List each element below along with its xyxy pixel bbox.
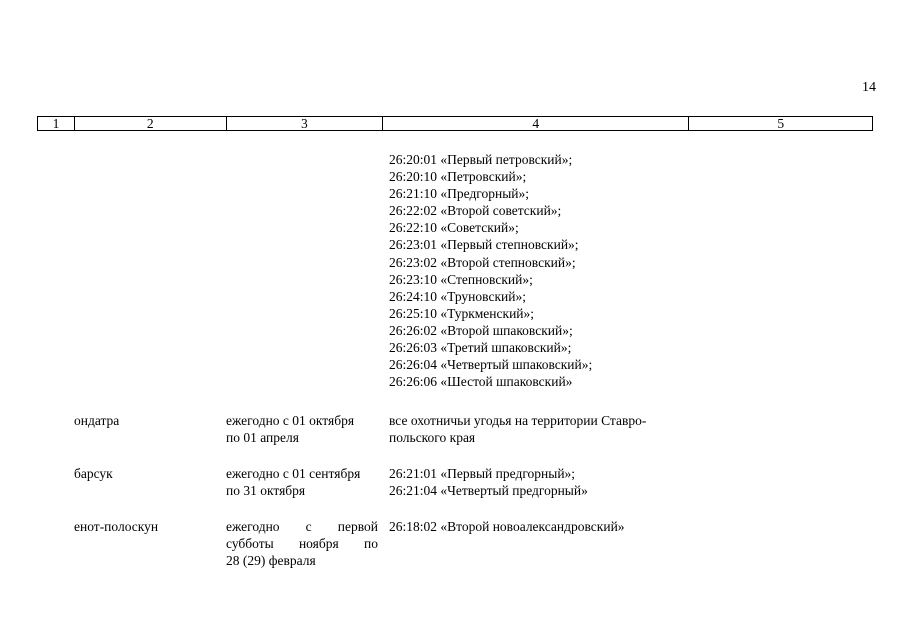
area-line: польского края — [389, 430, 476, 445]
hunting-areas — [389, 412, 689, 446]
hunting-areas — [389, 518, 689, 535]
territory-item: 26:20:01 «Первый петровский»; — [389, 152, 573, 167]
territory-item: 26:26:02 «Второй шпаковский»; — [389, 322, 573, 338]
territory-item: 26:24:10 «Труновский»; — [389, 288, 526, 304]
period-line: ежегодно с 01 сентября — [226, 466, 361, 481]
page-number: 14 — [862, 80, 876, 95]
period-line: ежегодно с 01 октября — [226, 413, 355, 428]
territory-item: 26:23:01 «Первый степновский»; — [389, 237, 579, 253]
hunting-period — [226, 518, 378, 569]
period-word: по — [364, 536, 378, 551]
hunting-period — [226, 465, 378, 499]
territory-item: 26:26:06 «Шестой шпаковский» — [389, 374, 573, 390]
animal-name: ондатра — [74, 413, 120, 428]
period-word: ноября — [298, 536, 339, 551]
territory-item: 26:21:10 «Предгорный»; — [389, 186, 530, 202]
period-line: 28 (29) февраля — [226, 553, 316, 568]
table-header-row — [37, 116, 873, 131]
area-line: 26:21:01 «Первый предгорный»; — [389, 466, 576, 481]
territory-item: 26:26:04 «Четвертый шпаковский»; — [389, 357, 593, 373]
territory-item: 26:20:10 «Петровский»; — [389, 169, 527, 185]
territory-item: 26:26:03 «Третий шпаковский»; — [389, 340, 572, 356]
hunting-areas — [389, 465, 689, 499]
area-line: 26:21:04 «Четвертый предгорный» — [389, 483, 588, 498]
territory-item: 26:22:02 «Второй советский»; — [389, 203, 562, 219]
header-col-4: 4 — [383, 117, 689, 130]
territory-item: 26:23:02 «Второй степновский»; — [389, 254, 576, 270]
header-col-3: 3 — [227, 117, 384, 130]
header-col-1: 1 — [38, 117, 75, 130]
area-line: 26:18:02 «Второй новоалександровский» — [389, 519, 625, 534]
period-line — [226, 518, 378, 535]
territory-item: 26:23:10 «Степновский»; — [389, 271, 533, 287]
territory-item: 26:25:10 «Туркменский»; — [389, 305, 535, 321]
header-col-2: 2 — [75, 117, 227, 130]
animal-name: енот-полоскун — [74, 519, 159, 534]
period-word: с — [305, 519, 312, 534]
period-word: субботы — [226, 536, 274, 551]
period-word: первой — [337, 519, 378, 534]
animal-name: барсук — [74, 466, 113, 481]
header-col-5: 5 — [777, 116, 785, 131]
territory-list — [389, 151, 689, 390]
area-line: все охотничьи угодья на территории Ставро- — [389, 413, 647, 428]
period-line: по 31 октября — [226, 483, 306, 498]
territory-item: 26:22:10 «Советский»; — [389, 220, 519, 236]
period-line — [226, 535, 378, 552]
period-line: по 01 апреля — [226, 430, 299, 445]
hunting-period — [226, 412, 378, 446]
period-word: ежегодно — [226, 519, 280, 534]
